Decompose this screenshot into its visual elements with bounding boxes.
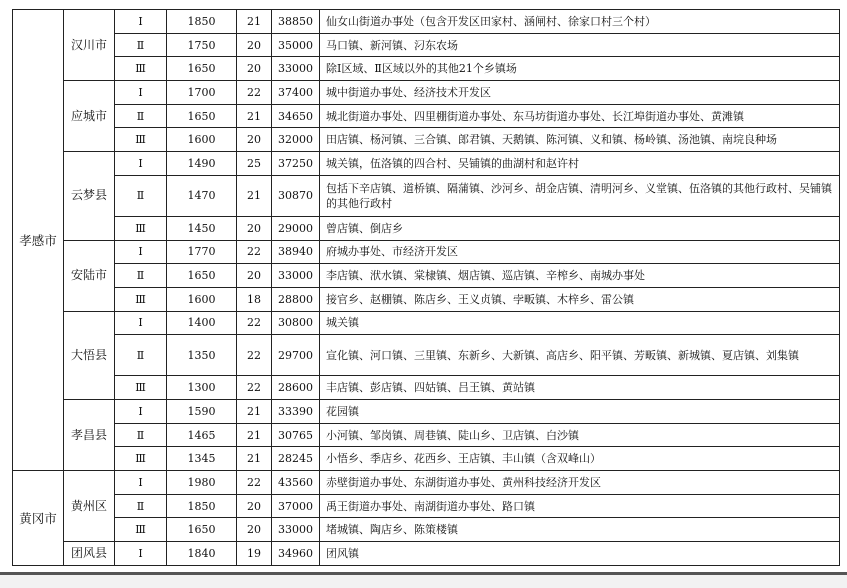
- factor-cell: 20: [237, 216, 272, 240]
- area-scope-cell: 花园镇: [320, 400, 840, 424]
- area-scope-cell: 城北街道办事处、四里棚街道办事处、东马坊街道办事处、长江埠街道办事处、黄滩镇: [320, 104, 840, 128]
- grade-cell: Ⅰ: [115, 240, 167, 264]
- grade-cell: Ⅱ: [115, 264, 167, 288]
- table-row: [13, 216, 840, 240]
- area-scope-cell: 田店镇、杨河镇、三合镇、郎君镇、天鹅镇、陈河镇、义和镇、杨岭镇、汤池镇、南垸良种场: [320, 128, 840, 152]
- table-row: [13, 152, 840, 176]
- table-row: [13, 518, 840, 542]
- area-scope-cell: 城中街道办事处、经济技术开发区: [320, 81, 840, 105]
- price-cell: 1345: [167, 447, 237, 471]
- price-cell: 1770: [167, 240, 237, 264]
- price-cell: 1590: [167, 400, 237, 424]
- table-row: [13, 81, 840, 105]
- price-cell: 1350: [167, 335, 237, 376]
- amount-cell: 38940: [272, 240, 320, 264]
- grade-cell: Ⅰ: [115, 10, 167, 34]
- amount-cell: 32000: [272, 128, 320, 152]
- grade-cell: Ⅰ: [115, 542, 167, 566]
- amount-cell: 34650: [272, 104, 320, 128]
- amount-cell: 37400: [272, 81, 320, 105]
- grade-cell: Ⅰ: [115, 400, 167, 424]
- grade-cell: Ⅲ: [115, 376, 167, 400]
- county-cell: 孝昌县: [64, 400, 115, 471]
- area-scope-cell: 小河镇、邹岗镇、周巷镇、陡山乡、卫店镇、白沙镇: [320, 423, 840, 447]
- grade-cell: Ⅰ: [115, 311, 167, 335]
- factor-cell: 18: [237, 287, 272, 311]
- price-cell: 1600: [167, 287, 237, 311]
- area-scope-cell: 堵城镇、陶店乡、陈策楼镇: [320, 518, 840, 542]
- amount-cell: 43560: [272, 471, 320, 495]
- table-row: [13, 128, 840, 152]
- area-scope-cell: 仙女山街道办事处（包含开发区田家村、涵闸村、徐家口村三个村）: [320, 10, 840, 34]
- factor-cell: 22: [237, 335, 272, 376]
- table-row: [13, 240, 840, 264]
- grade-cell: Ⅱ: [115, 335, 167, 376]
- grade-cell: Ⅲ: [115, 518, 167, 542]
- area-scope-cell: 包括下辛店镇、道桥镇、隔蒲镇、沙河乡、胡金店镇、清明河乡、义堂镇、伍洛镇的其他行政村、吴铺镇的其他行政村: [320, 175, 840, 216]
- area-scope-cell: 马口镇、新河镇、汈东农场: [320, 33, 840, 57]
- factor-cell: 22: [237, 240, 272, 264]
- grade-cell: Ⅰ: [115, 152, 167, 176]
- table-row: [13, 175, 840, 216]
- county-cell: 团风县: [64, 542, 115, 566]
- table-row: [13, 494, 840, 518]
- table-row: [13, 471, 840, 495]
- factor-cell: 21: [237, 400, 272, 424]
- amount-cell: 29000: [272, 216, 320, 240]
- area-scope-cell: 城关镇: [320, 311, 840, 335]
- area-scope-cell: 赤壁街道办事处、东湖街道办事处、黄州科技经济开发区: [320, 471, 840, 495]
- table-row: [13, 57, 840, 81]
- city-cell: 黄冈市: [13, 471, 64, 566]
- table-row: [13, 447, 840, 471]
- county-cell: 汉川市: [64, 10, 115, 81]
- factor-cell: 21: [237, 10, 272, 34]
- factor-cell: 20: [237, 264, 272, 288]
- grade-cell: Ⅰ: [115, 81, 167, 105]
- factor-cell: 22: [237, 471, 272, 495]
- amount-cell: 30765: [272, 423, 320, 447]
- price-cell: 1465: [167, 423, 237, 447]
- amount-cell: 28600: [272, 376, 320, 400]
- amount-cell: 34960: [272, 542, 320, 566]
- amount-cell: 30870: [272, 175, 320, 216]
- factor-cell: 20: [237, 494, 272, 518]
- grade-cell: Ⅱ: [115, 494, 167, 518]
- price-cell: 1840: [167, 542, 237, 566]
- price-cell: 1850: [167, 494, 237, 518]
- county-cell: 大悟县: [64, 311, 115, 400]
- amount-cell: 38850: [272, 10, 320, 34]
- amount-cell: 30800: [272, 311, 320, 335]
- grade-cell: Ⅲ: [115, 57, 167, 81]
- price-cell: 1850: [167, 10, 237, 34]
- city-cell: 孝感市: [13, 10, 64, 471]
- price-cell: 1700: [167, 81, 237, 105]
- table-row: [13, 376, 840, 400]
- area-scope-cell: 曾店镇、倒店乡: [320, 216, 840, 240]
- grade-cell: Ⅱ: [115, 33, 167, 57]
- area-scope-cell: 接官乡、赵棚镇、陈店乡、王义贞镇、孛畈镇、木梓乡、雷公镇: [320, 287, 840, 311]
- price-cell: 1400: [167, 311, 237, 335]
- price-cell: 1650: [167, 57, 237, 81]
- table-row: [13, 311, 840, 335]
- table-row: [13, 542, 840, 566]
- area-scope-cell: 除Ⅰ区域、Ⅱ区域以外的其他21个乡镇场: [320, 57, 840, 81]
- county-cell: 应城市: [64, 81, 115, 152]
- amount-cell: 33000: [272, 264, 320, 288]
- page-bottom-band: [0, 575, 847, 588]
- factor-cell: 20: [237, 128, 272, 152]
- amount-cell: 29700: [272, 335, 320, 376]
- amount-cell: 28245: [272, 447, 320, 471]
- area-scope-cell: 府城办事处、市经济开发区: [320, 240, 840, 264]
- grade-cell: Ⅲ: [115, 287, 167, 311]
- table-row: [13, 33, 840, 57]
- grade-cell: Ⅱ: [115, 175, 167, 216]
- amount-cell: 33000: [272, 57, 320, 81]
- factor-cell: 21: [237, 447, 272, 471]
- price-cell: 1490: [167, 152, 237, 176]
- land-price-table: [12, 9, 840, 566]
- factor-cell: 25: [237, 152, 272, 176]
- factor-cell: 22: [237, 376, 272, 400]
- amount-cell: 37250: [272, 152, 320, 176]
- price-cell: 1750: [167, 33, 237, 57]
- area-scope-cell: 李店镇、洑水镇、棠棣镇、烟店镇、巡店镇、辛榨乡、南城办事处: [320, 264, 840, 288]
- factor-cell: 22: [237, 311, 272, 335]
- grade-cell: Ⅲ: [115, 216, 167, 240]
- factor-cell: 20: [237, 33, 272, 57]
- price-cell: 1980: [167, 471, 237, 495]
- factor-cell: 20: [237, 57, 272, 81]
- county-cell: 黄州区: [64, 471, 115, 542]
- table-row: [13, 335, 840, 376]
- area-scope-cell: 小悟乡、季店乡、花西乡、王店镇、丰山镇（含双峰山）: [320, 447, 840, 471]
- price-cell: 1650: [167, 518, 237, 542]
- price-cell: 1300: [167, 376, 237, 400]
- table-row: [13, 400, 840, 424]
- price-cell: 1450: [167, 216, 237, 240]
- factor-cell: 21: [237, 423, 272, 447]
- factor-cell: 21: [237, 175, 272, 216]
- price-cell: 1600: [167, 128, 237, 152]
- county-cell: 安陆市: [64, 240, 115, 311]
- area-scope-cell: 禹王街道办事处、南湖街道办事处、路口镇: [320, 494, 840, 518]
- price-cell: 1650: [167, 104, 237, 128]
- amount-cell: 35000: [272, 33, 320, 57]
- price-cell: 1650: [167, 264, 237, 288]
- factor-cell: 22: [237, 81, 272, 105]
- amount-cell: 33390: [272, 400, 320, 424]
- area-scope-cell: 宣化镇、河口镇、三里镇、东新乡、大新镇、高店乡、阳平镇、芳畈镇、新城镇、夏店镇、刘集镇: [320, 335, 840, 376]
- table-row: [13, 287, 840, 311]
- table-row: [13, 423, 840, 447]
- price-cell: 1470: [167, 175, 237, 216]
- county-cell: 云梦县: [64, 152, 115, 241]
- area-scope-cell: 丰店镇、彭店镇、四姑镇、吕王镇、黄站镇: [320, 376, 840, 400]
- grade-cell: Ⅲ: [115, 128, 167, 152]
- area-scope-cell: 团风镇: [320, 542, 840, 566]
- grade-cell: Ⅲ: [115, 447, 167, 471]
- table-row: [13, 264, 840, 288]
- factor-cell: 20: [237, 518, 272, 542]
- table-row: [13, 104, 840, 128]
- amount-cell: 33000: [272, 518, 320, 542]
- factor-cell: 21: [237, 104, 272, 128]
- amount-cell: 37000: [272, 494, 320, 518]
- grade-cell: Ⅰ: [115, 471, 167, 495]
- grade-cell: Ⅱ: [115, 104, 167, 128]
- area-scope-cell: 城关镇，伍洛镇的四合村、吴铺镇的曲湖村和赵许村: [320, 152, 840, 176]
- factor-cell: 19: [237, 542, 272, 566]
- amount-cell: 28800: [272, 287, 320, 311]
- table-row: [13, 10, 840, 34]
- grade-cell: Ⅱ: [115, 423, 167, 447]
